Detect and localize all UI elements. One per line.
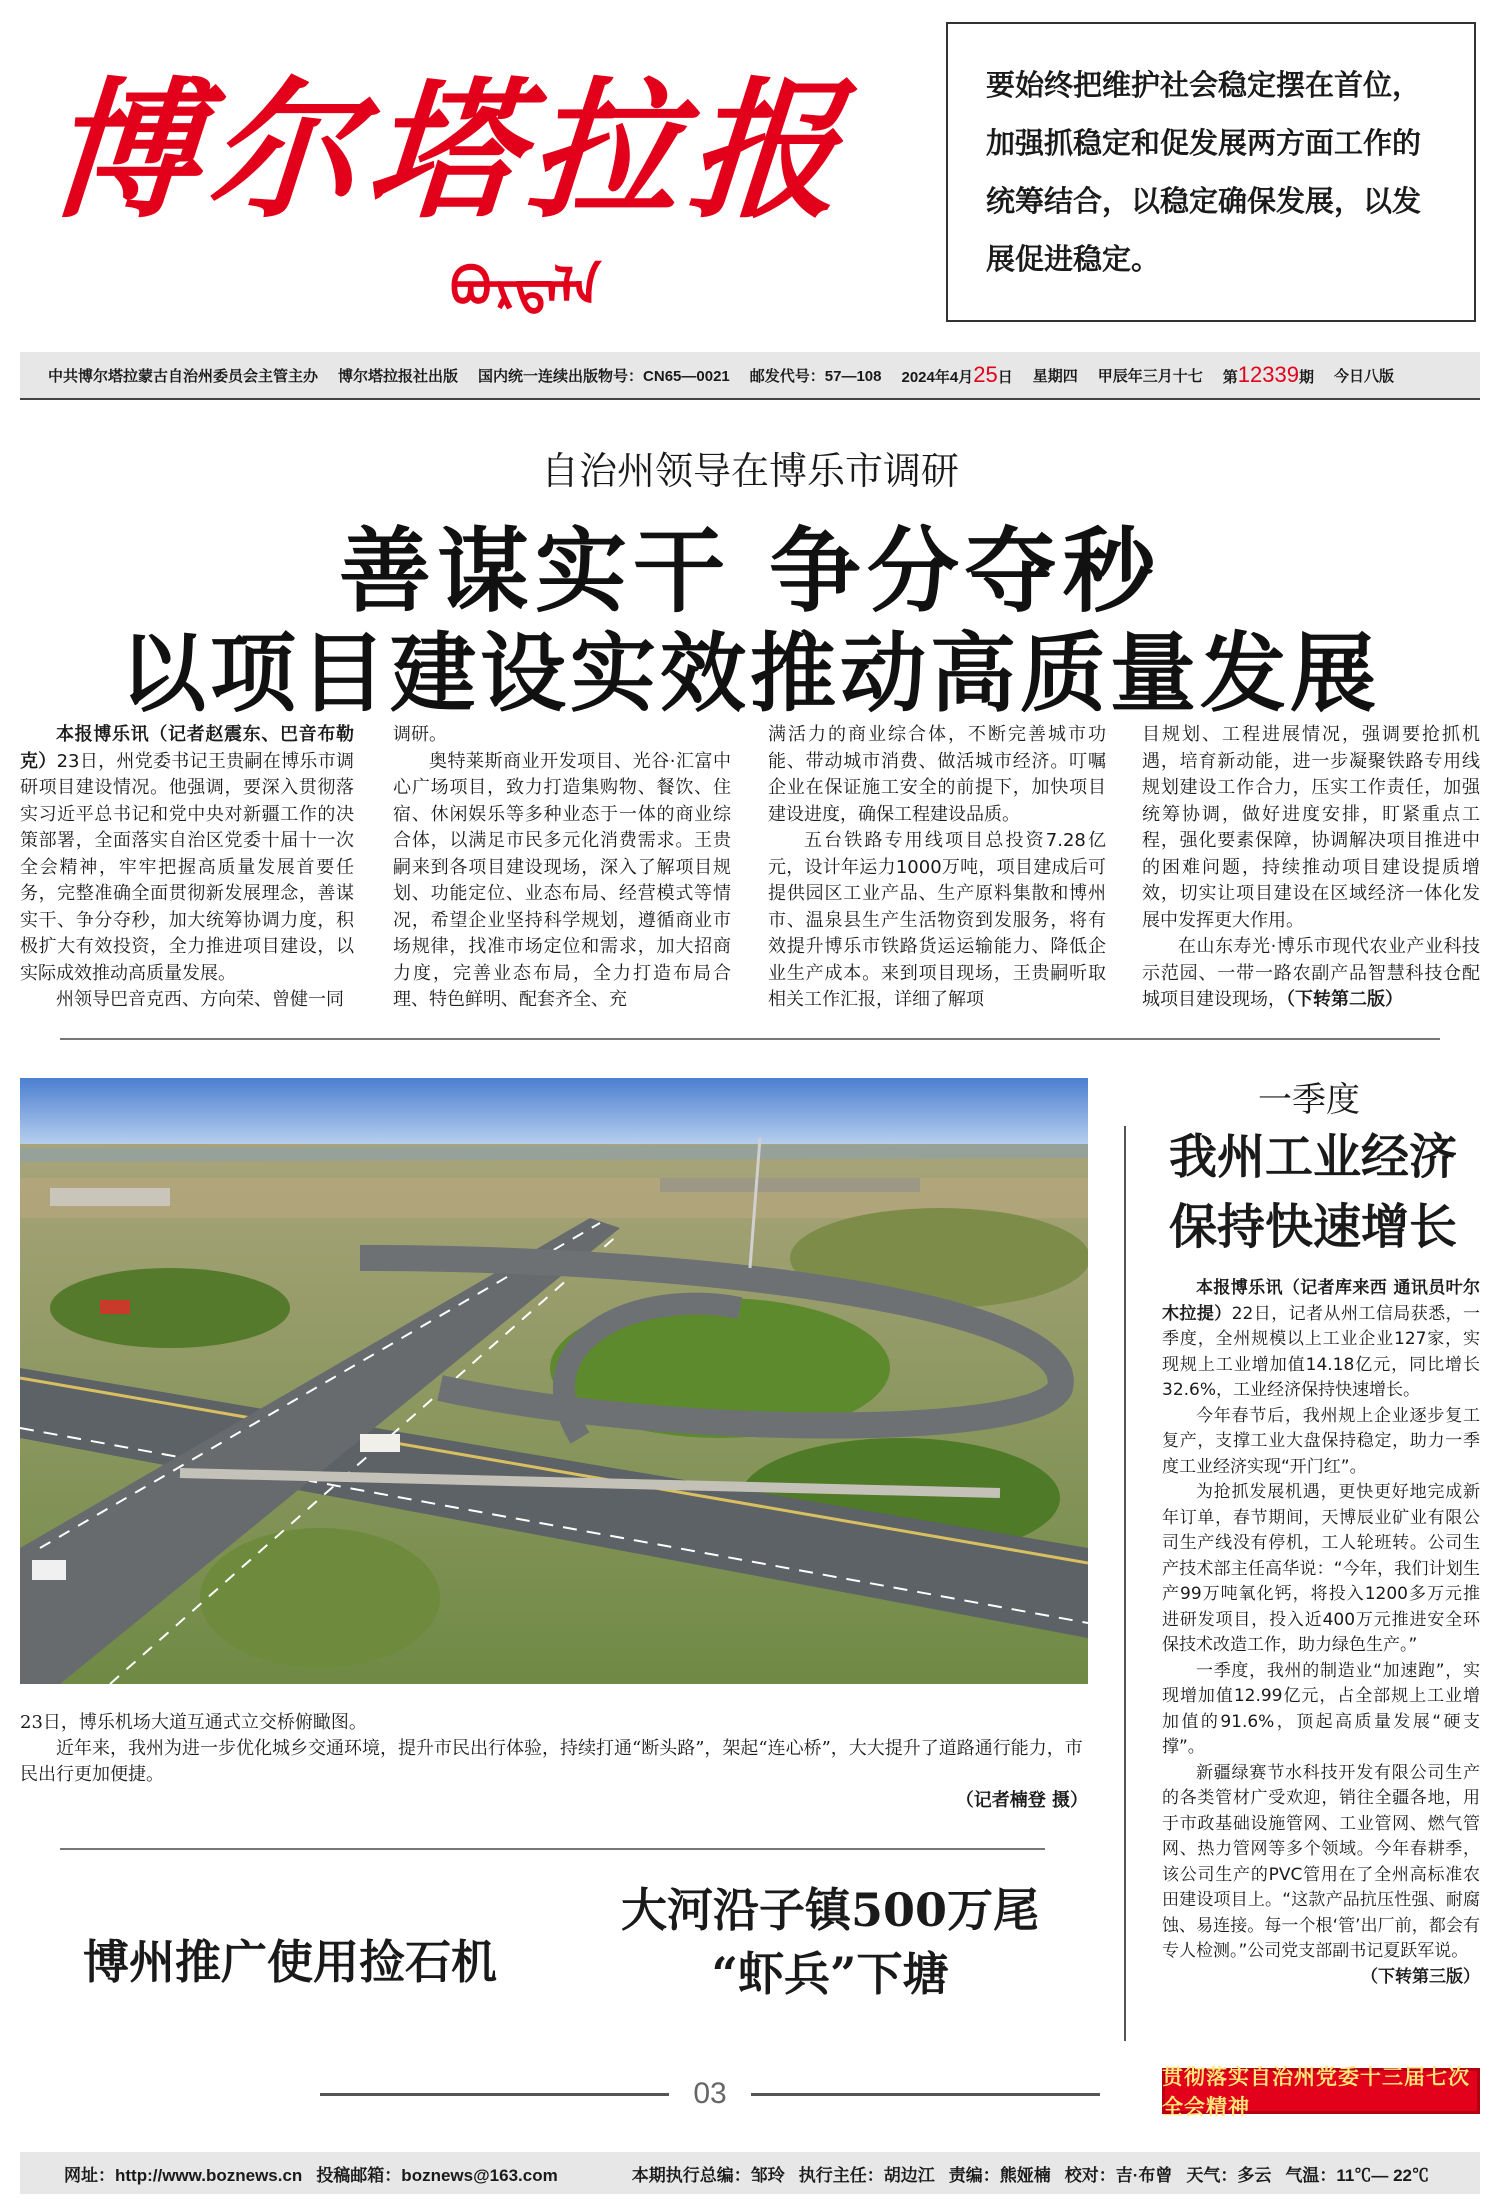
publisher: 博尔塔拉报社出版 bbox=[338, 367, 459, 385]
footer-proofreader: 校对：吉·布曾 bbox=[1064, 2165, 1173, 2185]
side-rule bbox=[1124, 1126, 1126, 2041]
newspaper-title: 博尔塔拉报 bbox=[42, 63, 856, 239]
mongolian-title: ᠪᠣᠷᠲᠠᠯᠠ bbox=[450, 257, 601, 318]
photo-divider bbox=[60, 1848, 1045, 1850]
weekday: 星期四 bbox=[1032, 367, 1078, 385]
lead-column-1: 本报博乐讯（记者赵震东、巴音布勒克）23日，州党委书记王贵嗣在博乐市调研项目建设情况。他强调，要深入贯彻落实习近平总书记和党中央对新疆工作的决策部署，全面落实自治区党委十届十一次全会精神，牢牢把握高质量发展首要任务，完整准确全面贯彻新发展理念，善谋实干、争分夺秒，加大统筹协调力度，积极扩大有效投资，全力推进项目建设，以实际成效推动高质量发展。 州领导巴音克西、方向荣、曾健一同 bbox=[20, 724, 355, 1010]
quote-box: 要始终把维护社会稳定摆在首位，加强抓稳定和促发展两方面工作的统筹结合，以稳定确保发展，以发展促进稳定。 bbox=[946, 22, 1476, 322]
lead-continued: （下转第二版） bbox=[1286, 989, 1403, 1010]
caption-line-2: 近年来，我州为进一步优化城乡交通环境，提升市民出行体验，持续打通“断头路”，架起“连心桥”，大大提升了道路通行能力，市民出行更加便捷。 bbox=[20, 1738, 1083, 1785]
footer-website[interactable]: 网址：http://www.boznews.cn bbox=[64, 2165, 303, 2185]
sponsor: 中共博尔塔拉蒙古自治州委员会主管主办 bbox=[48, 367, 319, 385]
lead-byline: 本报博乐讯（记者赵震东、巴音布勒克） bbox=[20, 724, 354, 772]
side-byline: 本报博乐讯（记者库来西 通讯员叶尔木拉提） bbox=[1162, 1278, 1480, 1324]
page-count: 今日八版 bbox=[1333, 367, 1394, 385]
side-story-body: 本报博乐讯（记者库来西 通讯员叶尔木拉提）22日，记者从州工信局获悉，一季度，全州规模以上工业企业127家，实现规上工业增加值14.18亿元，同比增长32.6%，工业经济保持快速增长。 今年春节后，我州规上企业逐步复工复产，支撑工业大盘保持稳定，助力一季度工业经济实现“开门红”。 为抢抓发展机遇，更快更好地完成新年订单，春节期间，天博辰业矿业有限公司生产线没有停机，工人轮班转。公司生产技术部主任高华说：“今年，我们计划生产99万吨氧化钙，将投入1200多万元推进研发项目，投入近400万元推进安全环保技术改造工作，助力绿色生产。” 一季度，我州的制造业“加速跑”，实现增加值12.99亿元，占全部规上工业增加值的91.6%，顶起高质量发展“硬支撑”。 新疆绿赛节水科技开发有限公司生产的各类管材广受欢迎，销往全疆各地，用于市政基础设施管网、工业管网、燃气管网、热力管网等多个领域。今年春耕季，该公司生产的PVC管用在了全州高标准农田建设项目上。“这款产品抗压性强、耐腐蚀、易连接。每一个根‘管’出厂前，都会有专人检测。”公司党支部副书记夏跃军说。 （下转第三版） bbox=[1162, 1276, 1480, 1990]
teaser-left[interactable]: 博州推广使用捡石机 bbox=[83, 1935, 497, 1989]
caption-line-1: 23日，博乐机场大道互通式立交桥俯瞰图。 bbox=[20, 1712, 367, 1733]
side-continued: （下转第三版） bbox=[1361, 1966, 1480, 1987]
cn-number: 国内统一连续出版物号：CN65—0021 bbox=[478, 367, 730, 385]
interchange-photo bbox=[20, 1078, 1088, 1684]
side-headline: 我州工业经济保持快速增长 bbox=[1168, 1129, 1457, 1255]
footer-weather: 天气：多云 bbox=[1186, 2165, 1272, 2185]
postal-code: 邮发代号：57—108 bbox=[749, 367, 882, 385]
masthead bbox=[42, 30, 890, 318]
page-number: 03 bbox=[320, 2074, 1100, 2114]
lead-kicker: 自治州领导在博乐市调研 bbox=[540, 449, 959, 493]
section-divider bbox=[60, 1038, 1440, 1040]
side-kicker: 一季度 bbox=[1258, 1080, 1360, 1120]
footer-chief-editor: 本期执行总编：邹玲 bbox=[631, 2165, 785, 2185]
info-bar bbox=[20, 352, 1480, 400]
lunar-date: 甲辰年三月十七 bbox=[1097, 367, 1203, 385]
slogan-banner: 贯彻落实自治州党委十三届七次全会精神 bbox=[1162, 2068, 1480, 2114]
issue-number: 第12339期 bbox=[1222, 362, 1314, 387]
lead-column-4: 目规划、工程进展情况，强调要抢抓机遇，培育新动能，进一步凝聚铁路专用线规划建设工作合力，压实工作责任，加强统筹协调，做好进度安排，盯紧重点工程，强化要素保障，协调解决项目推进中的困难问题，持续推动项目建设提质增效，切实让项目建设在区域经济一体化发展中发挥更大作用。 在山东寿光·博乐市现代农业产业科技示范园、一带一路农副产品智慧科技仓配城项目建设现场，（下转第二版） bbox=[1142, 724, 1480, 1010]
lead-column-2: 调研。 奥特莱斯商业开发项目、光谷·汇富中心广场项目，致力打造集购物、餐饮、住宿、休闲娱乐等多种业态于一体的商业综合体，以满足市民多元化消费需求。王贵嗣来到各项目建设现场，深入了解项目规划、功能定位、业态布局、经营模式等情况，希望企业坚持科学规划，遵循商业市场规律，找准市场定位和需求，加大招商力度，完善业态布局，全力打造布局合理、特色鲜明、配套齐全、充 bbox=[393, 724, 731, 1010]
photo-credit: （记者楠登 摄） bbox=[955, 1790, 1088, 1811]
footer-temperature: 气温：11℃— 22℃ bbox=[1285, 2165, 1429, 2185]
lead-headline-line2: 以项目建设实效推动高质量发展 bbox=[120, 624, 1380, 724]
footer-editor: 责编：熊娅楠 bbox=[948, 2165, 1051, 2185]
footer-exec-director: 执行主任：胡边江 bbox=[798, 2165, 935, 2185]
footer-email[interactable]: 投稿邮箱：boznews@163.com bbox=[316, 2165, 558, 2185]
lead-headline-line1: 善谋实干 争分夺秒 bbox=[338, 518, 1162, 625]
footer-bar bbox=[20, 2152, 1480, 2194]
teaser-right[interactable]: 大河沿子镇500万尾 “虾兵”下塘 bbox=[620, 1883, 1040, 2001]
photo-caption bbox=[20, 1710, 1088, 1814]
lead-column-3: 满活力的商业综合体，不断完善城市功能、带动城市消费、做活城市经济。叮嘱企业在保证施工安全的前提下，加快项目建设进度，确保工程建设品质。 五台铁路专用线项目总投资7.28亿元，设计年运力1000万吨，项目建成后可提供园区工业产品、生产原料集散和博州市、温泉县生产生活物资到发服务，将有效提升博乐市铁路货运运输能力、降低企业生产成本。来到项目现场，王贵嗣听取相关工作汇报，详细了解项 bbox=[768, 724, 1106, 1010]
issue-date: 2024年4月25日 bbox=[901, 362, 1013, 387]
